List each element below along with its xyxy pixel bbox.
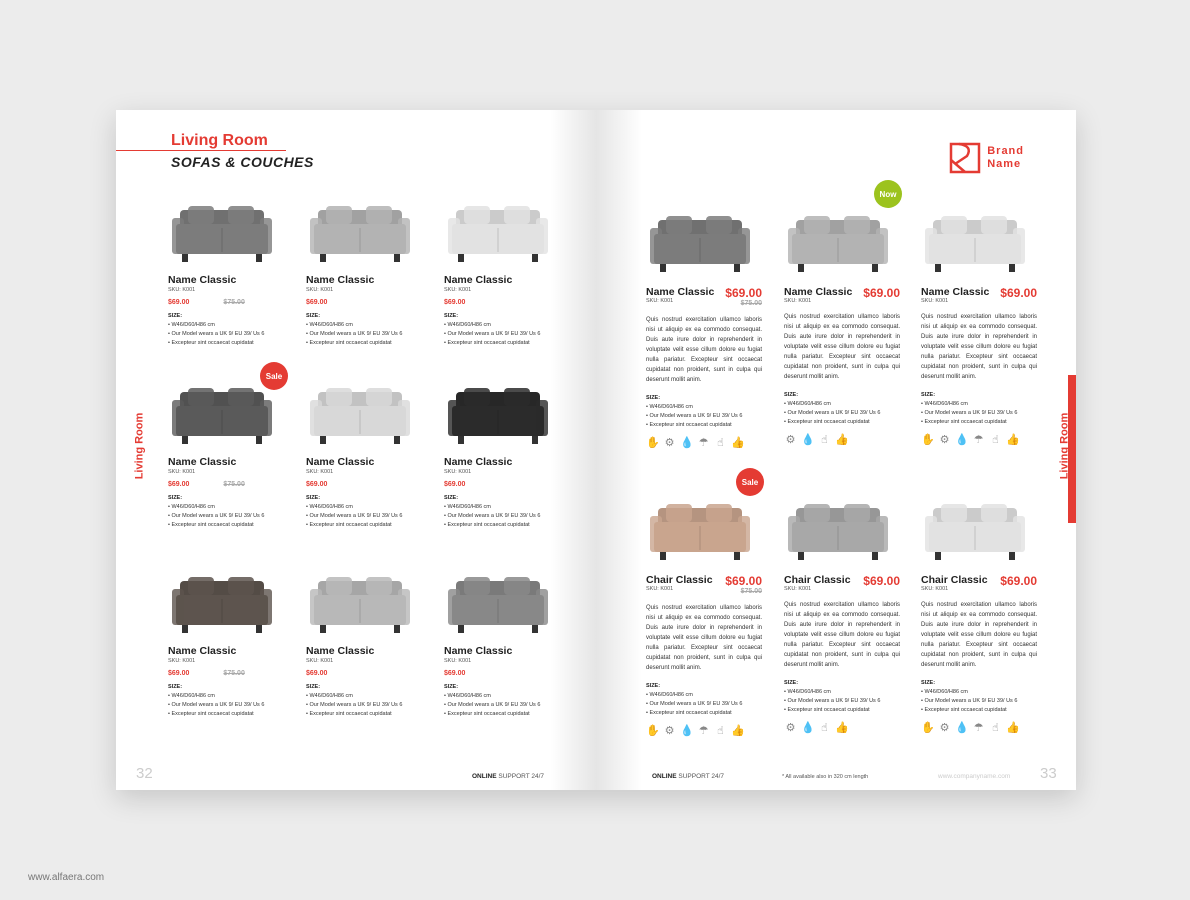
size-bullet: • Excepteur sint occaecat cupidatat — [444, 711, 530, 717]
product-price: $69.00 — [444, 670, 466, 677]
thumbs-up-icon: 👍 — [731, 725, 745, 737]
product-card[interactable] — [921, 490, 1037, 734]
size-title: SIZE: — [444, 684, 459, 690]
size-bullet: • Our Model wears a UK 9/ EU 39/ Us 6 — [921, 698, 1018, 704]
thumbs-up-icon: 👍 — [1006, 434, 1020, 446]
sofa-image — [168, 563, 276, 643]
product-name: Name Classic — [646, 286, 715, 298]
product-sku: SKU: K001 — [444, 287, 472, 293]
size-bullet: • Excepteur sint occaecat cupidatat — [921, 419, 1007, 425]
thumbs-up-icon: 👍 — [1006, 722, 1020, 734]
product-prices — [168, 670, 286, 677]
hand-icon: ✋ — [646, 437, 660, 449]
thumbs-up-icon: 👍 — [835, 722, 849, 734]
catalog-spread — [116, 110, 1076, 790]
sofa-image — [646, 202, 754, 282]
product-sku: SKU: K001 — [168, 658, 196, 664]
gears-icon: ⚙ — [939, 722, 950, 734]
footer-support-rest: SUPPORT 24/7 — [676, 773, 725, 780]
product-price-block — [725, 286, 762, 307]
product-description: Quis nostrud exercitation ullamco laboris nisi ut aliquip ex ea commodo consequat. Duis aute irure dolor in reprehenderit in voluptate velit esse cillum dolore eu fugiat nulla pariatur. Excepteur sint occaecat cupidatat non proident, sunt in culpa qui deserunt mollit anim. — [646, 317, 762, 383]
size-bullet: • Our Model wears a UK 9/ EU 39/ Us 6 — [306, 331, 403, 337]
product-image[interactable] — [784, 490, 892, 570]
feature-icons — [921, 721, 1037, 734]
product-price: $69.00 — [863, 286, 900, 300]
brand-line-1: Brand — [987, 145, 1024, 157]
product-old-price: $75.00 — [223, 670, 245, 677]
product-sku: SKU: K001 — [444, 469, 472, 475]
gears-icon: ⚙ — [664, 437, 675, 449]
size-bullet: • W46/D60/H86 cm — [306, 504, 353, 510]
size-bullet: • W46/D60/H86 cm — [168, 693, 215, 699]
product-description: Quis nostrud exercitation ullamco laboris nisi ut aliquip ex ea commodo consequat. Duis aute irure dolor in reprehenderit in voluptate velit esse cillum dolore eu fugiat nulla pariatur. Excepteur sint occaecat cupidatat non proident, sunt in culpa qui deserunt mollit anim. — [646, 605, 762, 671]
side-label-right: Living Room — [1058, 412, 1071, 480]
product-sku: SKU: K001 — [168, 469, 196, 475]
product-price: $69.00 — [1000, 574, 1037, 588]
product-name-block — [784, 574, 851, 592]
product-card[interactable] — [168, 563, 286, 717]
product-prices — [168, 299, 286, 306]
product-name-block — [646, 574, 713, 592]
product-sku: SKU: K001 — [306, 469, 334, 475]
water-drop-icon: 💧 — [680, 437, 694, 449]
product-description: Quis nostrud exercitation ullamco laboris nisi ut aliquip ex ea commodo consequat. Duis aute irure dolor in reprehenderit in voluptate velit esse cillum dolore eu fugiat nulla pariatur. Excepteur sint occaecat cupidatat non proident, sunt in culpa qui deserunt mollit anim. — [921, 602, 1037, 668]
product-old-price: $75.00 — [740, 588, 762, 595]
size-bullet: • W46/D60/H86 cm — [168, 322, 215, 328]
page-number-right: 33 — [1040, 765, 1057, 782]
product-heading — [646, 574, 762, 595]
sofa-image — [306, 192, 414, 272]
size-bullet: • Our Model wears a UK 9/ EU 39/ Us 6 — [784, 698, 881, 704]
right-page — [596, 110, 1076, 790]
product-price-block — [1000, 286, 1037, 300]
product-image[interactable] — [306, 192, 414, 272]
sofa-image — [784, 490, 892, 570]
product-sku: SKU: K001 — [921, 586, 949, 592]
size-bullet: • W46/D60/H86 cm — [444, 693, 491, 699]
finger-icon: ☝ — [717, 725, 724, 737]
brand-mark-icon — [949, 142, 981, 174]
size-title: SIZE: — [784, 392, 799, 398]
water-drop-icon: 💧 — [801, 722, 815, 734]
product-old-price: $75.00 — [223, 481, 245, 488]
umbrella-icon: ☂ — [698, 725, 709, 737]
product-card[interactable] — [646, 202, 762, 449]
thumbs-up-icon: 👍 — [835, 434, 849, 446]
sofa-image — [444, 563, 552, 643]
water-drop-icon: 💧 — [955, 434, 969, 446]
gears-icon: ⚙ — [939, 434, 950, 446]
product-prices — [306, 299, 424, 306]
product-sku: SKU: K001 — [646, 298, 674, 304]
product-prices — [444, 670, 562, 677]
sofa-image — [784, 202, 892, 282]
size-title: SIZE: — [784, 680, 799, 686]
product-heading — [784, 286, 900, 304]
size-bullet: • W46/D60/H86 cm — [306, 693, 353, 699]
product-price: $69.00 — [444, 299, 466, 306]
size-bullet: • W46/D60/H86 cm — [444, 504, 491, 510]
product-name-block — [646, 286, 714, 304]
size-bullet: • Our Model wears a UK 9/ EU 39/ Us 6 — [784, 410, 881, 416]
size-bullet: • Excepteur sint occaecat cupidatat — [646, 422, 732, 428]
size-bullet: • W46/D60/H86 cm — [168, 504, 215, 510]
product-card[interactable] — [306, 192, 424, 346]
size-bullet: • W46/D60/H86 cm — [444, 322, 491, 328]
size-bullet: • W46/D60/H86 cm — [646, 404, 693, 410]
size-bullet: • Our Model wears a UK 9/ EU 39/ Us 6 — [444, 702, 541, 708]
finger-icon: ☝ — [821, 434, 828, 446]
section-title: Living Room — [171, 132, 268, 149]
size-title: SIZE: — [921, 392, 936, 398]
product-old-price: $75.00 — [740, 300, 762, 307]
left-page — [116, 110, 596, 790]
size-bullet: • Our Model wears a UK 9/ EU 39/ Us 6 — [646, 413, 743, 419]
size-bullet: • Excepteur sint occaecat cupidatat — [921, 707, 1007, 713]
product-heading — [784, 574, 900, 592]
watermark: www.alfaera.com — [28, 872, 105, 883]
size-bullet: • Excepteur sint occaecat cupidatat — [306, 711, 392, 717]
product-card[interactable] — [168, 192, 286, 346]
product-sku: SKU: K001 — [921, 298, 949, 304]
product-name: Chair Classic — [646, 574, 713, 586]
product-heading — [921, 286, 1037, 304]
product-card[interactable] — [444, 192, 562, 346]
product-price-block — [863, 286, 900, 300]
size-title: SIZE: — [168, 684, 183, 690]
gears-icon: ⚙ — [785, 722, 796, 734]
product-image[interactable] — [784, 189, 897, 282]
product-card[interactable] — [444, 563, 562, 717]
size-bullet: • Our Model wears a UK 9/ EU 39/ Us 6 — [306, 513, 403, 519]
feature-icons — [646, 724, 762, 737]
size-bullet: • Excepteur sint occaecat cupidatat — [444, 340, 530, 346]
size-bullet: • Excepteur sint occaecat cupidatat — [168, 522, 254, 528]
sofa-image — [306, 563, 414, 643]
product-price: $69.00 — [863, 574, 900, 588]
product-name-block — [921, 574, 988, 592]
size-bullet: • Our Model wears a UK 9/ EU 39/ Us 6 — [168, 702, 265, 708]
product-card[interactable] — [784, 490, 900, 734]
size-bullet: • Excepteur sint occaecat cupidatat — [784, 419, 870, 425]
size-title: SIZE: — [168, 495, 183, 501]
size-bullet: • W46/D60/H86 cm — [306, 322, 353, 328]
product-name: Name Classic — [306, 456, 375, 468]
product-name: Name Classic — [921, 286, 990, 298]
gears-icon: ⚙ — [664, 725, 675, 737]
page-number-left: 32 — [136, 765, 153, 782]
size-title: SIZE: — [306, 684, 321, 690]
product-price: $69.00 — [306, 299, 328, 306]
feature-icons — [784, 433, 900, 446]
product-card[interactable] — [444, 374, 562, 528]
size-bullet: • Excepteur sint occaecat cupidatat — [444, 522, 530, 528]
product-sku: SKU: K001 — [306, 287, 334, 293]
product-image[interactable] — [921, 490, 1029, 570]
brand-name — [987, 145, 1024, 171]
product-card[interactable] — [921, 202, 1037, 446]
footer-support-bold: ONLINE — [652, 773, 677, 780]
product-price: $69.00 — [306, 670, 328, 677]
size-title: SIZE: — [306, 495, 321, 501]
product-prices — [444, 481, 562, 488]
left-header — [171, 132, 314, 170]
product-price-block — [725, 574, 762, 595]
finger-icon: ☝ — [992, 722, 999, 734]
product-price-block — [863, 574, 900, 588]
sofa-image — [168, 192, 276, 272]
product-prices — [306, 481, 424, 488]
hand-icon: ✋ — [646, 725, 660, 737]
hand-icon: ✋ — [921, 434, 935, 446]
product-name: Name Classic — [444, 645, 513, 657]
feature-icons — [646, 436, 762, 449]
product-card[interactable] — [784, 189, 900, 446]
water-drop-icon: 💧 — [801, 434, 815, 446]
water-drop-icon: 💧 — [955, 722, 969, 734]
hand-icon: ✋ — [921, 722, 935, 734]
gears-icon: ⚙ — [785, 434, 796, 446]
feature-icons — [921, 433, 1037, 446]
sofa-image — [921, 490, 1029, 570]
product-image[interactable] — [646, 477, 759, 570]
size-bullet: • Our Model wears a UK 9/ EU 39/ Us 6 — [921, 410, 1018, 416]
product-prices — [444, 299, 562, 306]
product-name: Name Classic — [784, 286, 853, 298]
size-bullet: • Excepteur sint occaecat cupidatat — [168, 340, 254, 346]
product-sku: SKU: K001 — [306, 658, 334, 664]
size-bullet: • Our Model wears a UK 9/ EU 39/ Us 6 — [646, 701, 743, 707]
product-description: Quis nostrud exercitation ullamco laboris nisi ut aliquip ex ea commodo consequat. Duis aute irure dolor in reprehenderit in voluptate velit esse cillum dolore eu fugiat nulla pariatur. Excepteur sint occaecat cupidatat non proident, sunt in culpa qui deserunt mollit anim. — [784, 602, 900, 668]
footer-note: * All available also in 320 cm length — [782, 774, 869, 780]
size-bullet: • W46/D60/H86 cm — [921, 401, 968, 407]
footer-support-left — [472, 773, 544, 780]
product-price: $69.00 — [168, 481, 190, 488]
product-description: Quis nostrud exercitation ullamco laboris nisi ut aliquip ex ea commodo consequat. Duis aute irure dolor in reprehenderit in voluptate velit esse cillum dolore eu fugiat nulla pariatur. Excepteur sint occaecat cupidatat non proident, sunt in culpa qui deserunt mollit anim. — [784, 314, 900, 380]
sofa-image — [168, 374, 276, 454]
product-sku: SKU: K001 — [784, 298, 812, 304]
product-image[interactable] — [444, 192, 552, 272]
product-name: Name Classic — [306, 274, 375, 286]
product-card[interactable] — [168, 371, 286, 528]
product-image[interactable] — [168, 192, 276, 272]
product-price: $69.00 — [1000, 286, 1037, 300]
product-price: $69.00 — [168, 670, 190, 677]
sofa-image — [646, 490, 754, 570]
size-bullet: • Our Model wears a UK 9/ EU 39/ Us 6 — [444, 331, 541, 337]
product-card[interactable] — [306, 374, 424, 528]
product-name: Name Classic — [444, 456, 513, 468]
sale-badge: Sale — [736, 468, 764, 496]
footer-support-right — [652, 773, 724, 780]
product-name-block — [784, 286, 852, 304]
water-drop-icon: 💧 — [680, 725, 694, 737]
sale-badge: Sale — [260, 362, 288, 390]
sofa-image — [444, 374, 552, 454]
product-price: $69.00 — [444, 481, 466, 488]
sofa-image — [306, 374, 414, 454]
size-bullet: • W46/D60/H86 cm — [784, 401, 831, 407]
product-name: Name Classic — [168, 274, 237, 286]
product-price-block — [1000, 574, 1037, 588]
header-rule — [116, 150, 286, 151]
footer-support-rest: SUPPORT 24/7 — [496, 773, 545, 780]
product-card[interactable] — [646, 477, 762, 737]
footer-url[interactable]: www.companyname.com — [938, 773, 1011, 780]
size-title: SIZE: — [646, 683, 661, 689]
product-image[interactable] — [646, 202, 754, 282]
sofa-image — [444, 192, 552, 272]
product-image[interactable] — [444, 563, 552, 643]
size-title: SIZE: — [168, 313, 183, 319]
product-image[interactable] — [306, 563, 414, 643]
product-sku: SKU: K001 — [646, 586, 674, 592]
finger-icon: ☝ — [821, 722, 828, 734]
brand-logo — [949, 142, 1024, 174]
product-image[interactable] — [168, 371, 283, 454]
sofa-image — [921, 202, 1029, 282]
size-bullet: • Excepteur sint occaecat cupidatat — [646, 710, 732, 716]
product-sku: SKU: K001 — [168, 287, 196, 293]
product-name-block — [921, 286, 989, 304]
product-card[interactable] — [306, 563, 424, 717]
finger-icon: ☝ — [992, 434, 999, 446]
size-title: SIZE: — [444, 495, 459, 501]
product-name: Name Classic — [168, 456, 237, 468]
product-name: Name Classic — [306, 645, 375, 657]
size-bullet: • Our Model wears a UK 9/ EU 39/ Us 6 — [444, 513, 541, 519]
product-name: Chair Classic — [921, 574, 988, 586]
product-prices — [306, 670, 424, 677]
section-subtitle: SOFAS & COUCHES — [171, 154, 314, 170]
product-prices — [168, 481, 286, 488]
product-image[interactable] — [168, 563, 276, 643]
product-old-price: $75.00 — [223, 299, 245, 306]
product-price: $69.00 — [725, 574, 762, 588]
footer-support-bold: ONLINE — [472, 773, 497, 780]
size-bullet: • W46/D60/H86 cm — [784, 689, 831, 695]
product-name: Name Classic — [444, 274, 513, 286]
umbrella-icon: ☂ — [973, 722, 984, 734]
size-bullet: • Excepteur sint occaecat cupidatat — [306, 340, 392, 346]
size-title: SIZE: — [921, 680, 936, 686]
product-image[interactable] — [921, 202, 1029, 282]
product-image[interactable] — [306, 374, 414, 454]
product-heading — [646, 286, 762, 307]
size-title: SIZE: — [306, 313, 321, 319]
size-bullet: • Our Model wears a UK 9/ EU 39/ Us 6 — [168, 331, 265, 337]
product-price: $69.00 — [306, 481, 328, 488]
product-price: $69.00 — [168, 299, 190, 306]
product-sku: SKU: K001 — [444, 658, 472, 664]
size-title: SIZE: — [646, 395, 661, 401]
product-price: $69.00 — [725, 286, 762, 300]
size-bullet: • Excepteur sint occaecat cupidatat — [306, 522, 392, 528]
size-bullet: • Excepteur sint occaecat cupidatat — [784, 707, 870, 713]
side-label-left: Living Room — [133, 412, 146, 480]
brand-line-2: Name — [987, 158, 1022, 170]
feature-icons — [784, 721, 900, 734]
size-bullet: • W46/D60/H86 cm — [646, 692, 693, 698]
product-description: Quis nostrud exercitation ullamco laboris nisi ut aliquip ex ea commodo consequat. Duis aute irure dolor in reprehenderit in voluptate velit esse cillum dolore eu fugiat nulla pariatur. Excepteur sint occaecat cupidatat non proident, sunt in culpa qui deserunt mollit anim. — [921, 314, 1037, 380]
umbrella-icon: ☂ — [698, 437, 709, 449]
thumbs-up-icon: 👍 — [731, 437, 745, 449]
product-name: Chair Classic — [784, 574, 851, 586]
product-sku: SKU: K001 — [784, 586, 812, 592]
size-bullet: • W46/D60/H86 cm — [921, 689, 968, 695]
size-bullet: • Our Model wears a UK 9/ EU 39/ Us 6 — [306, 702, 403, 708]
umbrella-icon: ☂ — [973, 434, 984, 446]
size-bullet: • Excepteur sint occaecat cupidatat — [168, 711, 254, 717]
product-heading — [921, 574, 1037, 592]
product-image[interactable] — [444, 374, 552, 454]
new-badge: Now — [874, 180, 902, 208]
size-bullet: • Our Model wears a UK 9/ EU 39/ Us 6 — [168, 513, 265, 519]
size-title: SIZE: — [444, 313, 459, 319]
finger-icon: ☝ — [717, 437, 724, 449]
product-name: Name Classic — [168, 645, 237, 657]
